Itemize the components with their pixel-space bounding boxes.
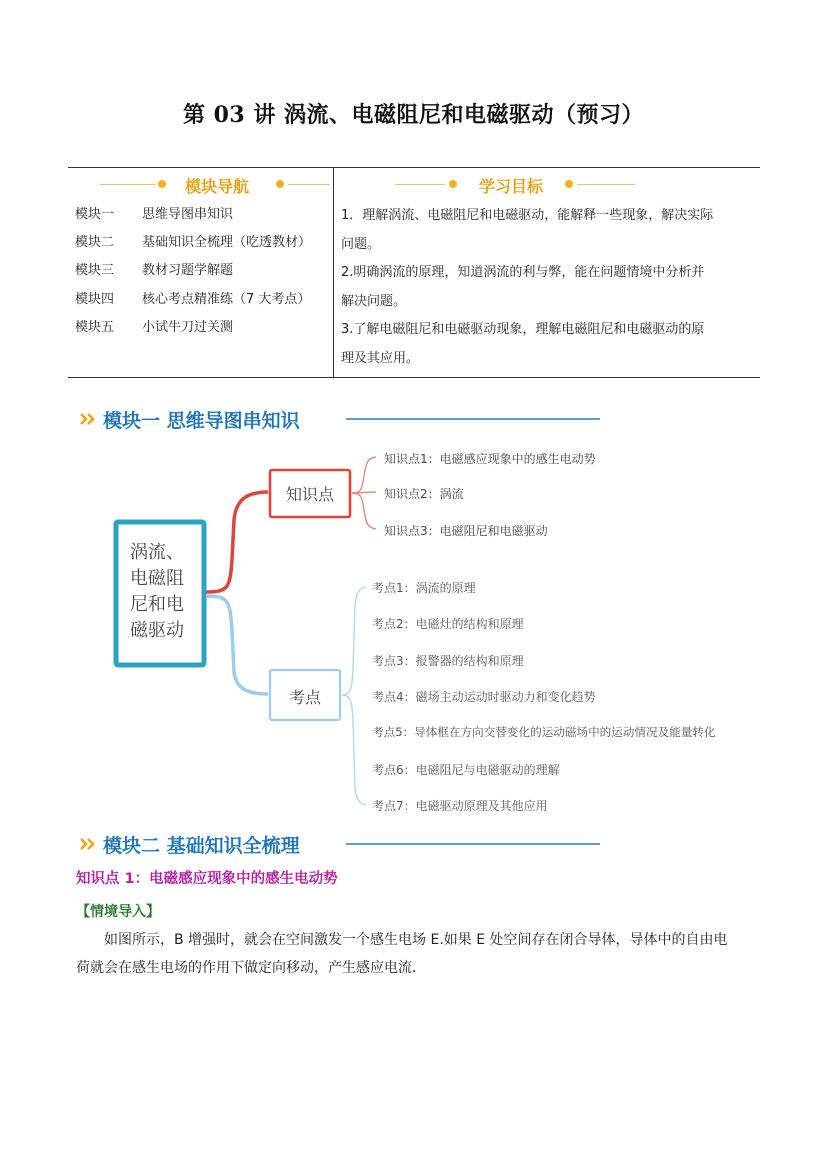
module1-title: 模块一 思维导图串知识 [103,410,300,432]
heading-line-left [100,184,155,185]
situation-tag: 【情境导入】 [76,904,160,920]
root-line: 尼和电 [130,594,184,615]
para-line: 荷就会在感生电场的作用下做定向移动，产生感应电流． [76,960,426,976]
goal-line: 3.了解电磁阻尼和电磁驱动现象，理解电磁阻尼和电磁驱动的原 [341,322,705,337]
nav-item-4[interactable] [75,288,310,307]
heading-dot-right [276,180,284,188]
heading-dot-left [158,180,166,188]
page-title: 第 03 讲 涡流、电磁阻尼和电磁驱动（预习） [182,102,645,128]
goal-line: 理及其应用。 [341,350,420,366]
mindmap-bracket-blue-top [342,587,366,695]
root-line: 磁驱动 [130,620,184,641]
heading-line-right [288,184,330,185]
nav-item-1[interactable] [75,203,233,222]
goals-heading: 学习目标 [478,177,543,196]
double-chevron-icon [80,412,96,426]
goal-line: 解决问题。 [341,293,407,309]
root-line: 涡流、 [130,542,184,563]
nav-item-label: 核心考点精准练（7 大考点） [142,292,311,307]
mindmap-exam-item: 考点7：电磁驱动原理及其他应用 [372,799,548,813]
knowledge-point-title: 知识点 1：电磁感应现象中的感生电动势 [76,871,338,887]
mindmap-bracket-blue-bottom [342,695,366,805]
mindmap-branch1-label: 知识点 [285,485,334,504]
goal-line: 1．理解涡流、电磁阻尼和电磁驱动，能解释一些现象，解决实际 [341,208,714,223]
situation-paragraph [76,926,766,982]
mindmap-exam-item: 考点6：电磁阻尼与电磁驱动的理解 [372,763,560,777]
mindmap-root-label [130,540,200,644]
nav-item-2[interactable] [75,231,311,250]
nav-item-label: 小试牛刀过关测 [142,320,234,335]
heading-dot-right [565,180,573,188]
module2-title: 模块二 基础知识全梳理 [103,835,300,857]
mindmap-exam-item: 考点3：报警器的结构和原理 [372,654,524,668]
goal-line: 问题。 [341,236,381,252]
mindmap-branch2-label: 考点 [288,688,321,707]
mindmap-knowledge-item: 知识点2：涡流 [384,487,464,501]
table-divider [333,167,334,378]
double-chevron-icon [80,837,96,851]
mindmap-exam-item: 考点4：磁场主动运动时驱动力和变化趋势 [372,690,596,704]
heading-line-right [577,184,635,185]
goals-text [341,202,756,373]
module1-underline [346,418,600,420]
nav-item-key: 模块五 [75,320,115,335]
mindmap-bracket-red [352,457,376,493]
nav-item-key: 模块四 [75,292,115,307]
root-line: 电磁阻 [130,568,184,589]
goal-line: 2.明确涡流的原理，知道涡流的利与弊，能在问题情境中分析并 [341,265,705,280]
module2-underline [346,843,600,845]
nav-item-key: 模块三 [75,263,115,278]
nav-item-label: 思维导图串知识 [142,207,234,222]
nav-item-3[interactable] [75,259,233,278]
mindmap-knowledge-item: 知识点3：电磁阻尼和电磁驱动 [384,524,548,538]
table-bottom-rule [68,377,760,378]
mindmap-bracket-red-low [352,493,376,529]
mindmap-exam-item: 考点2：电磁灶的结构和原理 [372,617,524,631]
goals-heading-block [395,174,635,196]
nav-item-5[interactable] [75,316,233,335]
table-top-rule [68,167,760,168]
nav-heading: 模块导航 [184,177,249,196]
nav-item-label: 基础知识全梳理（吃透教材） [142,235,312,250]
nav-heading-block [100,174,330,196]
nav-item-label: 教材习题学解题 [142,263,234,278]
nav-item-key: 模块二 [75,235,115,250]
mindmap-exam-item: 考点1：涡流的原理 [372,581,476,595]
mindmap-exam-item: 考点5：导体框在方向交替变化的运动磁场中的运动情况及能量转化 [372,725,716,739]
mindmap-connector-red [206,492,268,592]
nav-item-key: 模块一 [75,207,115,222]
mindmap-knowledge-item: 知识点1：电磁感应现象中的感生电动势 [384,452,596,466]
heading-dot-left [449,180,457,188]
heading-line-left [395,184,445,185]
mindmap-connector-blue [206,596,268,694]
para-line: 如图所示，B 增强时，就会在空间激发一个感生电场 E.如果 E 处空间存在闭合导体，导体中的自由电 [104,932,728,948]
